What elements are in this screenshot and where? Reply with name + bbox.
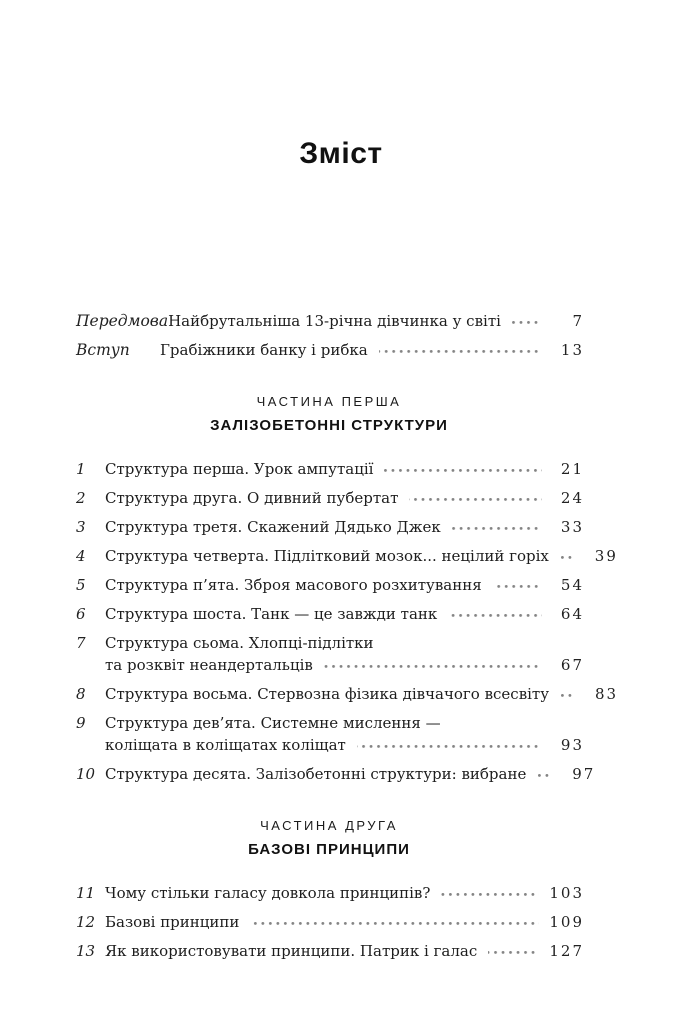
entry-number: 4 bbox=[76, 547, 86, 565]
page-number: 39 bbox=[594, 547, 618, 565]
entry-line bbox=[105, 712, 582, 734]
entry-line bbox=[105, 734, 582, 756]
page-number: 33 bbox=[560, 518, 584, 536]
toc-entry bbox=[76, 632, 582, 676]
entry-body bbox=[105, 545, 618, 567]
entry-body bbox=[160, 339, 582, 361]
entry-label: Передмова bbox=[76, 312, 169, 330]
dot-leader bbox=[384, 469, 542, 474]
entry-body bbox=[105, 911, 582, 933]
entry-title: коліщата в коліщатах коліщат bbox=[105, 736, 346, 754]
part-entries bbox=[76, 458, 619, 785]
entry-title: Структура дев’ята. Системне мислення — bbox=[105, 714, 441, 732]
page-number: 83 bbox=[594, 685, 619, 703]
dot-leader bbox=[512, 321, 542, 326]
parts bbox=[76, 393, 619, 962]
entry-line bbox=[105, 574, 582, 596]
entry-body bbox=[105, 603, 582, 625]
dot-leader bbox=[488, 951, 539, 956]
entry-number: 2 bbox=[76, 489, 86, 507]
dot-leader bbox=[448, 614, 542, 619]
page-number: 103 bbox=[549, 884, 584, 902]
page-number: 109 bbox=[549, 913, 584, 931]
page-number: 64 bbox=[560, 605, 584, 623]
toc-part bbox=[76, 393, 619, 785]
toc-entry bbox=[76, 516, 582, 538]
dot-leader bbox=[324, 665, 542, 670]
toc-entry bbox=[76, 940, 582, 962]
page-number: 93 bbox=[560, 736, 584, 754]
entry-line bbox=[168, 310, 582, 332]
dot-leader bbox=[452, 527, 542, 532]
entry-line bbox=[105, 516, 582, 538]
entry-title: Як використовувати принципи. Патрик і галас bbox=[105, 942, 478, 960]
entry-label: Вступ bbox=[76, 341, 130, 359]
toc-entry bbox=[76, 310, 582, 332]
entry-line bbox=[105, 654, 582, 676]
entry-number: 12 bbox=[76, 913, 96, 931]
dot-leader bbox=[250, 922, 539, 927]
page-number: 7 bbox=[572, 312, 584, 330]
entry-line bbox=[105, 632, 582, 654]
part-entries bbox=[76, 882, 582, 962]
entry-body bbox=[105, 458, 582, 480]
toc-entry bbox=[76, 574, 582, 596]
dot-leader bbox=[441, 893, 539, 898]
part-heading: ЗАЛІЗОБЕТОННІ СТРУКТУРИ bbox=[210, 417, 448, 434]
entry-body bbox=[168, 310, 582, 332]
entry-title: та розквіт неандертальців bbox=[105, 656, 313, 674]
page-title: Зміст bbox=[299, 137, 383, 170]
dot-leader bbox=[560, 556, 576, 561]
page-number: 127 bbox=[549, 942, 584, 960]
entry-line bbox=[105, 487, 582, 509]
dot-leader bbox=[357, 745, 542, 750]
part-kicker: ЧАСТИНА ПЕРША bbox=[256, 394, 402, 409]
toc-entry bbox=[76, 545, 618, 567]
toc-entry bbox=[76, 487, 582, 509]
toc-content bbox=[0, 310, 682, 962]
toc-entry bbox=[76, 712, 582, 756]
page-number: 21 bbox=[560, 460, 584, 478]
entry-number: 8 bbox=[76, 685, 86, 703]
entry-line bbox=[105, 683, 619, 705]
entry-line bbox=[105, 545, 618, 567]
entry-number: 13 bbox=[76, 942, 96, 960]
entry-title: Структура восьма. Стервозна фізика дівчачого всесвіту bbox=[105, 685, 550, 703]
entry-number: 10 bbox=[76, 765, 96, 783]
entry-body bbox=[105, 683, 619, 705]
entry-title: Структура сьома. Хлопці-підлітки bbox=[105, 634, 374, 652]
entry-title: Структура друга. О дивний пубертат bbox=[105, 489, 399, 507]
part-heading: БАЗОВІ ПРИНЦИПИ bbox=[248, 841, 410, 858]
entry-title: Структура третя. Скажений Дядько Джек bbox=[105, 518, 441, 536]
entry-line bbox=[105, 911, 582, 933]
entry-title: Структура шоста. Танк — це завжди танк bbox=[105, 605, 438, 623]
entry-title: Найбрутальніша 13-річна дівчинка у світі bbox=[168, 312, 501, 330]
entry-body bbox=[105, 712, 582, 756]
toc-entry bbox=[76, 683, 619, 705]
entry-title: Структура десята. Залізобетонні структури: вибране bbox=[105, 765, 527, 783]
page-number: 13 bbox=[560, 341, 584, 359]
entry-line bbox=[105, 603, 582, 625]
dot-leader bbox=[560, 694, 576, 699]
entry-number: 5 bbox=[76, 576, 86, 594]
entry-body bbox=[105, 574, 582, 596]
toc-part bbox=[76, 817, 582, 962]
entry-number: 9 bbox=[76, 714, 86, 732]
toc-entry bbox=[76, 763, 596, 785]
entry-title: Базові принципи bbox=[105, 913, 240, 931]
part-kicker: ЧАСТИНА ДРУГА bbox=[260, 818, 398, 833]
entry-body bbox=[105, 882, 582, 904]
toc-entry bbox=[76, 911, 582, 933]
entry-line bbox=[105, 458, 582, 480]
entry-number: 7 bbox=[76, 634, 86, 652]
toc-entry bbox=[76, 603, 582, 625]
entry-line bbox=[105, 763, 596, 785]
dot-leader bbox=[537, 774, 553, 779]
page-number: 24 bbox=[560, 489, 584, 507]
entry-number: 11 bbox=[76, 884, 96, 902]
entry-number: 1 bbox=[76, 460, 86, 478]
toc-entry bbox=[76, 458, 582, 480]
toc-entry bbox=[76, 882, 582, 904]
page-number: 67 bbox=[560, 656, 584, 674]
entry-number: 6 bbox=[76, 605, 86, 623]
entry-line bbox=[160, 339, 582, 361]
dot-leader bbox=[409, 498, 542, 503]
dot-leader bbox=[493, 585, 542, 590]
entry-line bbox=[105, 882, 582, 904]
entry-body bbox=[105, 632, 582, 676]
dot-leader bbox=[379, 350, 542, 355]
front-matter bbox=[76, 310, 582, 361]
entry-title: Грабіжники банку і рибка bbox=[160, 341, 368, 359]
toc-entry bbox=[76, 339, 582, 361]
entry-line bbox=[105, 940, 582, 962]
entry-body bbox=[105, 516, 582, 538]
entry-body bbox=[105, 940, 582, 962]
entry-title: Структура п’ята. Зброя масового розхитування bbox=[105, 576, 482, 594]
entry-title: Структура перша. Урок ампутації bbox=[105, 460, 374, 478]
page-number: 97 bbox=[572, 765, 596, 783]
entry-title: Чому стільки галасу довкола принципів? bbox=[105, 884, 431, 902]
page-number: 54 bbox=[560, 576, 584, 594]
entry-body bbox=[105, 487, 582, 509]
entry-body bbox=[105, 763, 596, 785]
entry-title: Структура четверта. Підлітковий мозок... нецілий горіх bbox=[105, 547, 549, 565]
entry-number: 3 bbox=[76, 518, 86, 536]
